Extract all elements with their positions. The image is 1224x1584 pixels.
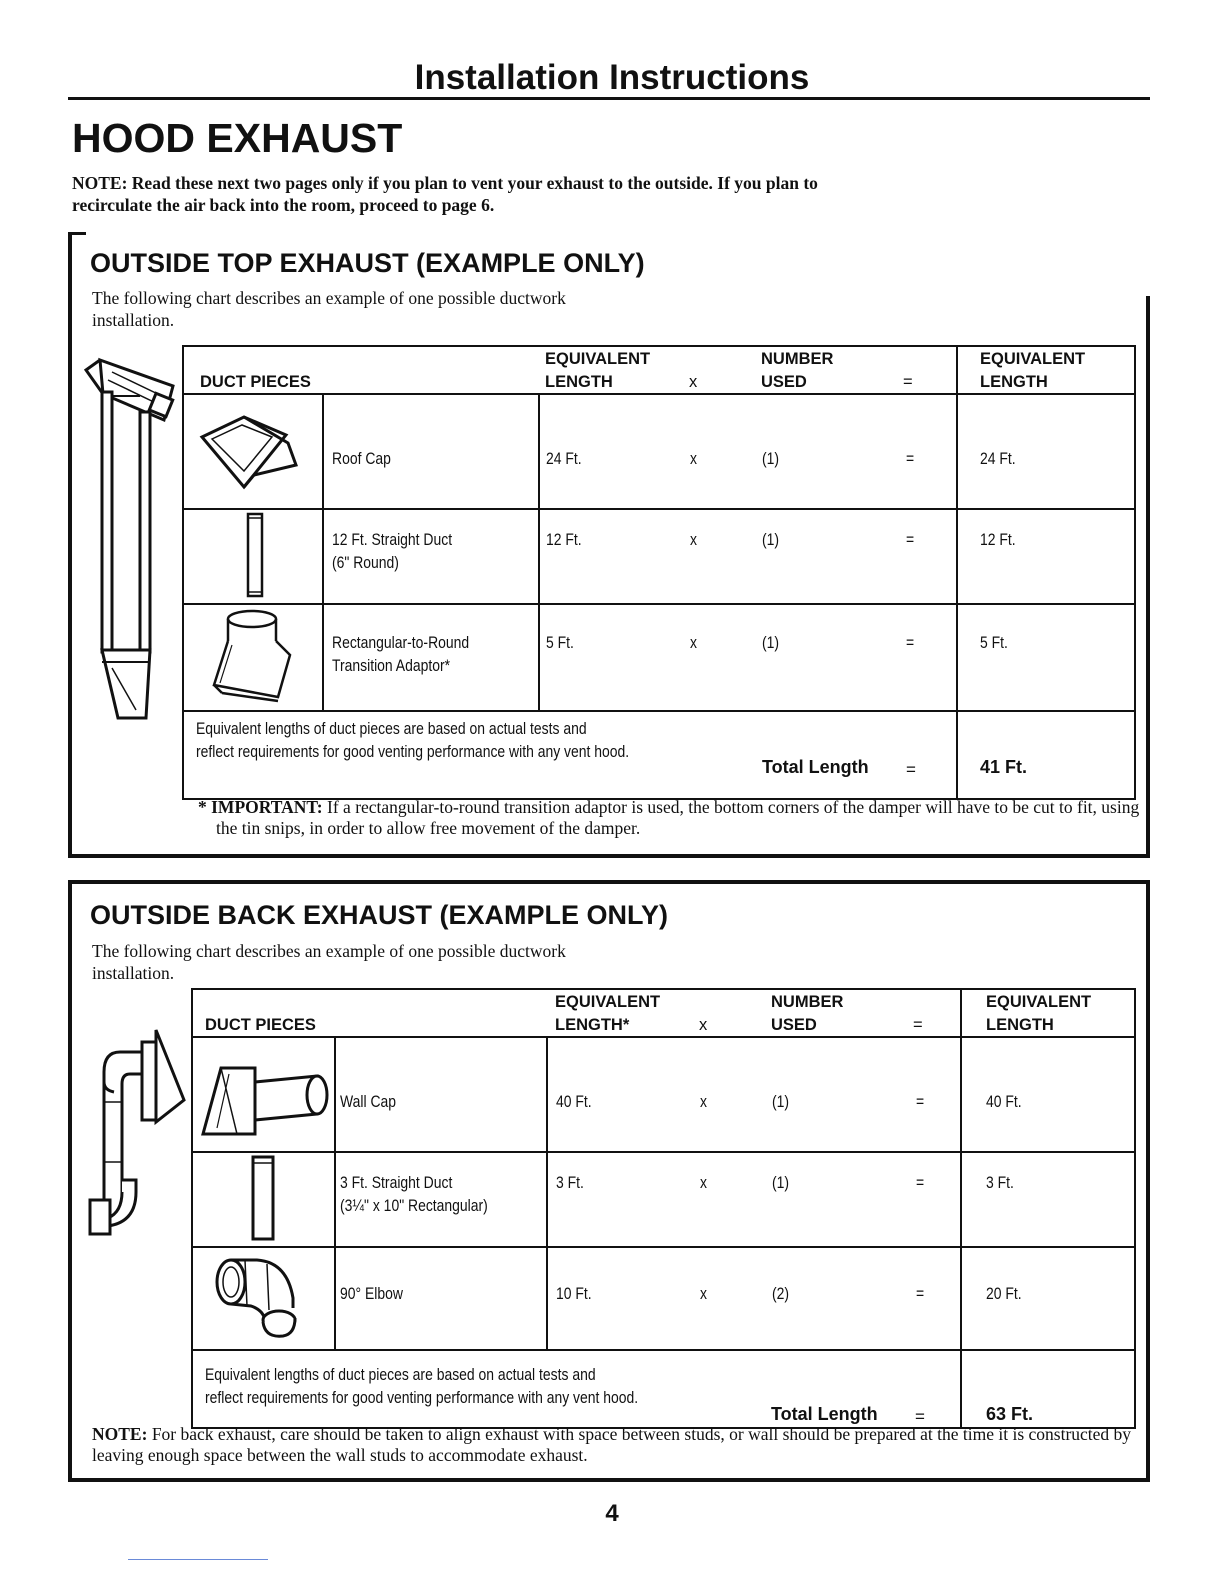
col-number: NUMBER [771, 993, 844, 1011]
total-eq: = [915, 1407, 925, 1426]
top-frame-bottom [68, 854, 1150, 858]
row-used: (1) [772, 1173, 790, 1192]
row-name-line: Rectangular-to-Round [332, 633, 470, 652]
row-name-line: 90° Elbow [340, 1284, 403, 1303]
important-label: * IMPORTANT: [198, 797, 323, 817]
row-total-cell [957, 394, 1135, 509]
footer-note-line: Equivalent lengths of duct pieces are based on actual tests and [205, 1365, 596, 1384]
col-equivalent: EQUIVALENT [555, 993, 661, 1011]
row-used: (1) [762, 633, 780, 652]
rectangular-duct-icon [193, 1153, 333, 1241]
row-name-line: Roof Cap [332, 449, 391, 468]
col-equivalent: EQUIVALENT [545, 350, 651, 368]
footer-note-cell [192, 1350, 961, 1428]
important-text: If a rectangular-to-round transition adaptor is used, the bottom corners of the damper will have to be cut to fit, using the tin snips, in order to allow free movement of the damper. [216, 797, 1140, 838]
table-row [192, 1152, 1135, 1247]
col-used: USED [761, 373, 807, 391]
col-used: USED [771, 1016, 817, 1034]
back-note-label: NOTE: [92, 1424, 148, 1444]
row-icon-cell [183, 509, 323, 604]
col-equivalent-total: EQUIVALENT [980, 350, 1086, 368]
total-length-label: Total Length [762, 757, 869, 777]
row-calc-cell [539, 509, 957, 604]
header-title: Installation Instructions [414, 58, 810, 97]
row-length: 3 Ft. [556, 1173, 584, 1192]
table-row [183, 509, 1135, 604]
top-frame-left [68, 232, 72, 858]
row-x: x [700, 1092, 707, 1111]
row-icon-cell [192, 1037, 335, 1152]
header-duct-pieces [183, 346, 539, 394]
header-total [961, 989, 1135, 1037]
transition-adaptor-icon [184, 605, 320, 705]
row-total-cell [961, 1247, 1135, 1350]
table-header-row [192, 989, 1135, 1037]
row-used: (2) [772, 1284, 790, 1303]
row-name-cell [335, 1037, 547, 1152]
table-row [192, 1037, 1135, 1152]
row-calc-cell [539, 394, 957, 509]
row-total: 12 Ft. [980, 530, 1016, 549]
row-name-cell [335, 1152, 547, 1247]
row-name-line: (6" Round) [332, 553, 399, 572]
top-exhaust-illustration-icon [78, 350, 178, 725]
back-section-title: OUTSIDE BACK EXHAUST (EXAMPLE ONLY) [90, 900, 669, 930]
row-icon-cell [192, 1152, 335, 1247]
row-icon-cell [183, 394, 323, 509]
table-footer-row [192, 1350, 1135, 1428]
row-x: x [690, 633, 697, 652]
row-total: 40 Ft. [986, 1092, 1022, 1111]
total-length-label: Total Length [771, 1404, 878, 1424]
page-number: 4 [605, 1500, 619, 1527]
footer-note-cell [183, 711, 957, 799]
header-total [957, 346, 1135, 394]
col-equivalent-total: EQUIVALENT [986, 993, 1092, 1011]
col-length-total: LENGTH [980, 373, 1048, 391]
row-calc-cell [547, 1037, 961, 1152]
row-calc-cell [547, 1247, 961, 1350]
intro-note: NOTE: Read these next two pages only if you plan to vent your exhaust to the outside. If you plan to recirculate the air back into the room, proceed to page 6. [72, 173, 818, 215]
row-x: x [700, 1284, 707, 1303]
row-icon-cell [183, 604, 323, 711]
row-total-cell [961, 1152, 1135, 1247]
header-duct-pieces [192, 989, 547, 1037]
row-name-line: Wall Cap [340, 1092, 397, 1111]
back-note-text: For back exhaust, care should be taken to align exhaust with space between studs, or wall should be prepared at the time it is constructed by leaving enough space between the wall studs to accommodate exhaust. [92, 1424, 1132, 1465]
row-length: 12 Ft. [546, 530, 582, 549]
row-total-cell [957, 509, 1135, 604]
row-length: 5 Ft. [546, 633, 574, 652]
row-eq: = [916, 1173, 925, 1192]
header-calc [539, 346, 957, 394]
col-length-total: LENGTH [986, 1016, 1054, 1034]
col-duct-pieces: DUCT PIECES [205, 1016, 316, 1034]
header-rule [68, 97, 1150, 100]
page-title: HOOD EXHAUST [72, 115, 403, 161]
row-name-cell [323, 394, 539, 509]
row-used: (1) [762, 449, 780, 468]
total-value-cell [961, 1350, 1135, 1428]
top-frame-topcap [68, 232, 86, 235]
footer-link-line [128, 1559, 268, 1560]
col-x: x [689, 373, 698, 391]
wall-cap-icon [193, 1038, 333, 1146]
top-section-intro: The following chart describes an example of one possible ductwork installation. [92, 288, 566, 330]
row-name-line: 12 Ft. Straight Duct [332, 530, 453, 549]
row-total-cell [961, 1037, 1135, 1152]
table-row [183, 394, 1135, 509]
elbow-icon [193, 1248, 333, 1344]
row-length: 24 Ft. [546, 449, 582, 468]
row-name-line: (3¼" x 10" Rectangular) [340, 1196, 488, 1215]
row-eq: = [916, 1284, 925, 1303]
col-x: x [699, 1016, 708, 1034]
important-note [198, 797, 1146, 839]
total-length-value: 63 Ft. [986, 1404, 1034, 1424]
roof-cap-icon [184, 395, 320, 503]
row-total: 20 Ft. [986, 1284, 1022, 1303]
col-eq: = [903, 373, 913, 391]
col-number: NUMBER [761, 350, 834, 368]
straight-duct-icon [184, 510, 320, 598]
table-row [192, 1247, 1135, 1350]
row-calc-cell [547, 1152, 961, 1247]
row-name-cell [323, 604, 539, 711]
row-eq: = [906, 449, 915, 468]
row-length: 40 Ft. [556, 1092, 592, 1111]
row-icon-cell [192, 1247, 335, 1350]
total-length-value: 41 Ft. [980, 757, 1028, 777]
row-x: x [700, 1173, 707, 1192]
row-name-cell [323, 509, 539, 604]
row-total: 24 Ft. [980, 449, 1016, 468]
row-name-line: 3 Ft. Straight Duct [340, 1173, 453, 1192]
row-calc-cell [539, 604, 957, 711]
footer-note-line: Equivalent lengths of duct pieces are based on actual tests and [196, 719, 587, 738]
row-used: (1) [772, 1092, 790, 1111]
back-duct-table [191, 988, 1136, 1429]
row-eq: = [906, 530, 915, 549]
top-duct-table [182, 345, 1136, 800]
header-calc [547, 989, 961, 1037]
top-frame-right [1146, 296, 1150, 858]
footer-note-line: reflect requirements for good venting performance with any vent hood. [196, 742, 630, 761]
total-value-cell [957, 711, 1135, 799]
row-length: 10 Ft. [556, 1284, 592, 1303]
col-length: LENGTH [545, 373, 613, 391]
row-name-cell [335, 1247, 547, 1350]
col-length: LENGTH* [555, 1016, 630, 1034]
col-duct-pieces: DUCT PIECES [200, 373, 311, 391]
row-total: 5 Ft. [980, 633, 1008, 652]
row-x: x [690, 530, 697, 549]
row-eq: = [916, 1092, 925, 1111]
footer-note-line: reflect requirements for good venting performance with any vent hood. [205, 1388, 639, 1407]
row-x: x [690, 449, 697, 468]
row-total: 3 Ft. [986, 1173, 1014, 1192]
total-eq: = [906, 760, 916, 779]
back-exhaust-illustration-icon [84, 1012, 194, 1242]
table-row [183, 604, 1135, 711]
row-used: (1) [762, 530, 780, 549]
row-eq: = [906, 633, 915, 652]
row-total-cell [957, 604, 1135, 711]
col-eq: = [913, 1016, 923, 1034]
top-section-title: OUTSIDE TOP EXHAUST (EXAMPLE ONLY) [90, 248, 645, 278]
back-section-intro: The following chart describes an example of one possible ductwork installation. [92, 941, 566, 983]
row-name-line: Transition Adaptor* [332, 656, 451, 675]
table-header-row [183, 346, 1135, 394]
back-note [92, 1424, 1132, 1466]
table-footer-row [183, 711, 1135, 799]
